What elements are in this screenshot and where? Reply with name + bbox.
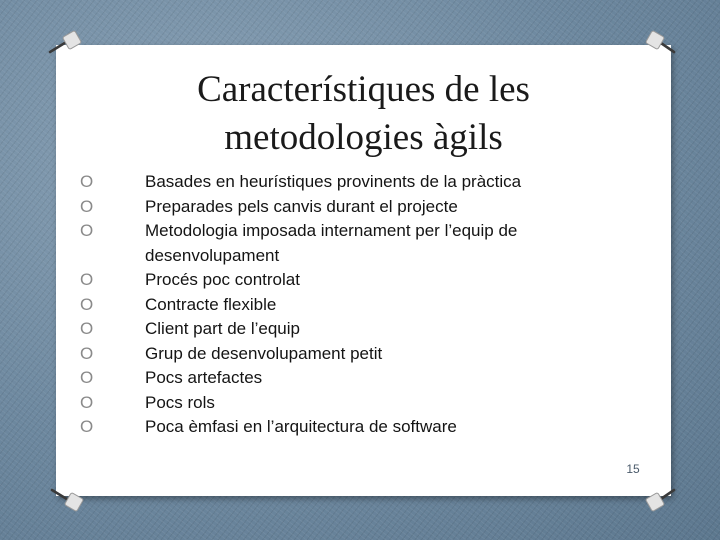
bullet-text: Procés poc controlat	[145, 270, 300, 289]
bullet-text: Preparades pels canvis durant el projecte	[145, 196, 458, 216]
bullet-item	[80, 415, 620, 440]
bullet-text: Contracte flexible	[145, 294, 277, 314]
slide-title	[56, 66, 671, 162]
pushpin-icon	[640, 30, 680, 56]
pushpin-icon	[640, 486, 680, 512]
bullet-list	[80, 170, 620, 440]
bullet-text: Basades en heurístiques provinents de la pràctica	[145, 172, 522, 191]
bullet-text: Metodologia imposada internament per l’equip de desenvolupament	[145, 221, 518, 265]
bullet-marker: O	[80, 294, 94, 314]
bullet-marker: O	[80, 221, 94, 240]
bullet-marker: O	[80, 392, 94, 412]
slide-title-line-2: metodologies àgils	[224, 117, 503, 158]
bullet-item	[80, 219, 620, 268]
bullet-text: Grup de desenvolupament petit	[145, 343, 383, 363]
bullet-text: Client part de l’equip	[145, 319, 300, 338]
bullet-item	[80, 170, 620, 195]
bullet-item	[80, 317, 620, 342]
bullet-marker: O	[80, 417, 94, 436]
bullet-marker: O	[80, 270, 94, 289]
bullet-text: Pocs rols	[145, 392, 215, 412]
bullet-item	[80, 195, 620, 220]
bullet-item	[80, 342, 620, 367]
bullet-item	[80, 293, 620, 318]
pushpin-icon	[48, 486, 88, 512]
bullet-text: Poca èmfasi en l’arquitectura de software	[145, 417, 457, 436]
bullet-marker: O	[80, 368, 94, 387]
bullet-item	[80, 366, 620, 391]
bullet-item	[80, 268, 620, 293]
bullet-item	[80, 391, 620, 416]
bullet-marker: O	[80, 196, 94, 216]
bullet-marker: O	[80, 343, 94, 363]
bullet-marker: O	[80, 172, 94, 191]
bullet-text: Pocs artefactes	[145, 368, 263, 387]
slide-title-line-1: Característiques de les	[197, 69, 530, 110]
pushpin-icon	[46, 30, 86, 56]
bullet-marker: O	[80, 319, 94, 338]
slide-number: 15	[626, 462, 640, 476]
